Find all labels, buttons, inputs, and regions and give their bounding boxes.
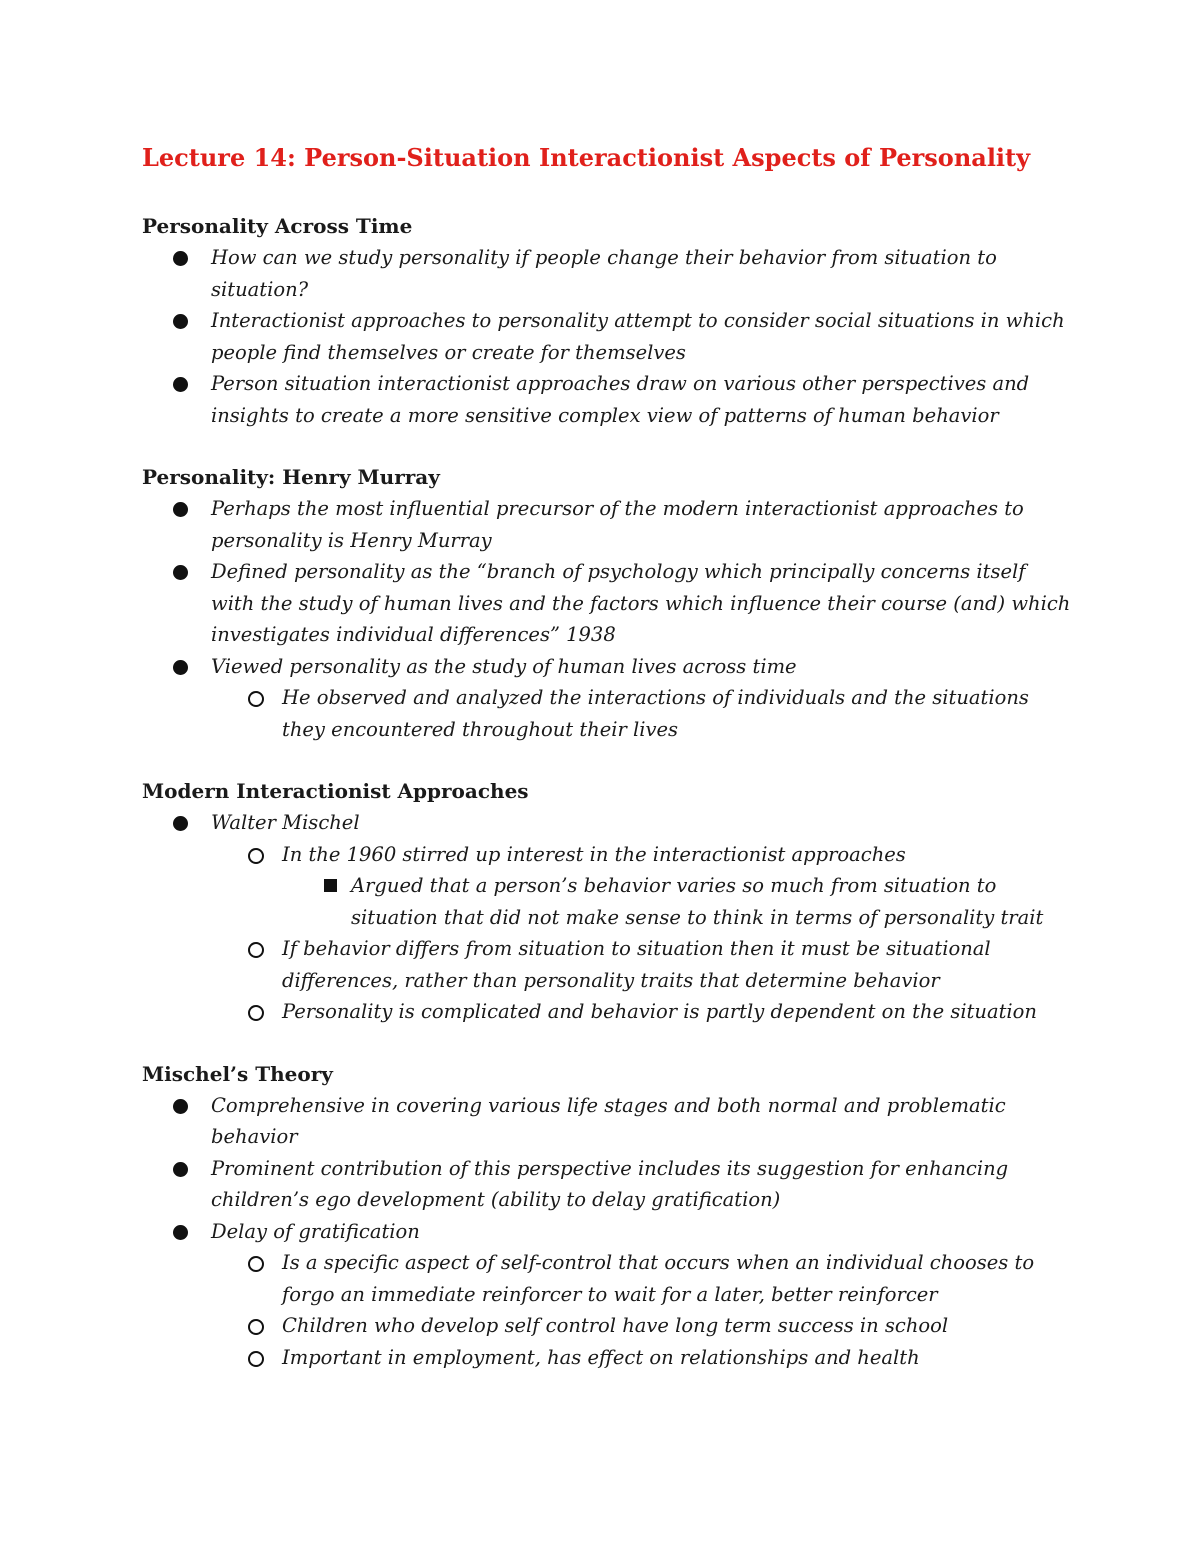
list-item [142, 933, 1072, 996]
list-item-text: Interactionist approaches to personality attempt to consider social situations in which people find themselves or create for themselves [211, 309, 1065, 364]
filled-circle-bullet-icon [173, 1099, 188, 1114]
list-item [142, 1310, 1072, 1342]
hollow-circle-bullet-icon [248, 691, 264, 707]
section-heading: Mischel’s Theory [142, 1061, 333, 1086]
list-item [142, 242, 1072, 305]
list-item-text: Comprehensive in covering various life stages and both normal and problematic behavior [211, 1093, 1006, 1148]
filled-circle-bullet-icon [173, 1162, 188, 1177]
filled-circle-bullet-icon [173, 1225, 188, 1240]
list-item-text: Argued that a person’s behavior varies so much from situation to situation that did not make sense to think in terms of personality trait [351, 874, 1044, 929]
list-item [142, 682, 1072, 745]
hollow-circle-bullet-icon [248, 942, 264, 958]
hollow-circle-bullet-icon [248, 1005, 264, 1021]
document-page [142, 138, 1072, 1403]
list-item [142, 1090, 1072, 1153]
section [142, 775, 1072, 1028]
filled-circle-bullet-icon [173, 377, 188, 392]
list-item-text: In the 1960 stirred up interest in the interactionist approaches [282, 842, 906, 866]
list-item [142, 1153, 1072, 1216]
list-item [142, 305, 1072, 368]
section-heading: Personality: Henry Murray [142, 465, 440, 489]
list-item [142, 1342, 1072, 1374]
filled-circle-bullet-icon [173, 251, 188, 266]
list-item-text: Prominent contribution of this perspective includes its suggestion for enhancing children’s ego development (ability to delay gratification) [211, 1156, 1009, 1211]
filled-circle-bullet-icon [173, 502, 188, 517]
list-item-text: Person situation interactionist approaches draw on various other perspectives and insights to create a more sensitive complex view of patterns of human behavior [211, 372, 1030, 427]
list-item-text: How can we study personality if people change their behavior from situation to situation? [211, 246, 997, 301]
list-item [142, 839, 1072, 871]
filled-circle-bullet-icon [173, 565, 188, 580]
section [142, 461, 1072, 745]
filled-circle-bullet-icon [173, 314, 188, 329]
list-item-text: Perhaps the most influential precursor of the modern interactionist approaches to personality is Henry Murray [211, 497, 1024, 552]
bullet-list [142, 493, 1072, 745]
list-item [142, 870, 1072, 933]
section [142, 1058, 1072, 1374]
filled-circle-bullet-icon [173, 816, 188, 831]
list-item [142, 807, 1072, 839]
list-item [142, 1247, 1072, 1310]
bullet-list [142, 1090, 1072, 1374]
section-heading: Modern Interactionist Approaches [142, 779, 529, 803]
filled-square-bullet-icon [324, 879, 337, 892]
list-item-text: Viewed personality as the study of human lives across time [211, 654, 797, 678]
list-item-text: Important in employment, has effect on relationships and health [282, 1345, 920, 1369]
hollow-circle-bullet-icon [248, 1351, 264, 1367]
list-item [142, 556, 1072, 651]
hollow-circle-bullet-icon [248, 1319, 264, 1335]
list-item-text: Personality is complicated and behavior is partly dependent on the situation [282, 1000, 1037, 1023]
list-item-text: Walter Mischel [211, 811, 360, 834]
list-item-text: Children who develop self control have long term success in school [282, 1314, 949, 1337]
filled-circle-bullet-icon [173, 660, 188, 675]
list-item-text: If behavior differs from situation to situation then it must be situational differences, rather than personality traits that determine behavior [282, 937, 991, 992]
list-item [142, 493, 1072, 556]
list-item-text: Is a specific aspect of self-control that occurs when an individual chooses to forgo an immediate reinforcer to wait for a later, better reinforcer [282, 1251, 1035, 1306]
bullet-list [142, 807, 1072, 1028]
list-item-text: He observed and analyzed the interactions of individuals and the situations they encountered throughout their lives [282, 686, 1029, 741]
list-item [142, 996, 1072, 1028]
list-item-text: Defined personality as the “branch of psychology which principally concerns itself with the study of human lives and the factors which influence their course (and) which investigates individual differences” 1938 [211, 560, 1071, 646]
document-title: Lecture 14: Person-Situation Interactionist Aspects of Personality [142, 143, 1031, 172]
list-item-text: Delay of gratification [211, 1219, 420, 1243]
document-body [142, 210, 1072, 1373]
bullet-list [142, 242, 1072, 431]
section [142, 210, 1072, 431]
list-item [142, 1216, 1072, 1248]
list-item [142, 651, 1072, 683]
hollow-circle-bullet-icon [248, 848, 264, 864]
hollow-circle-bullet-icon [248, 1256, 264, 1272]
list-item [142, 368, 1072, 431]
section-heading: Personality Across Time [142, 214, 413, 238]
